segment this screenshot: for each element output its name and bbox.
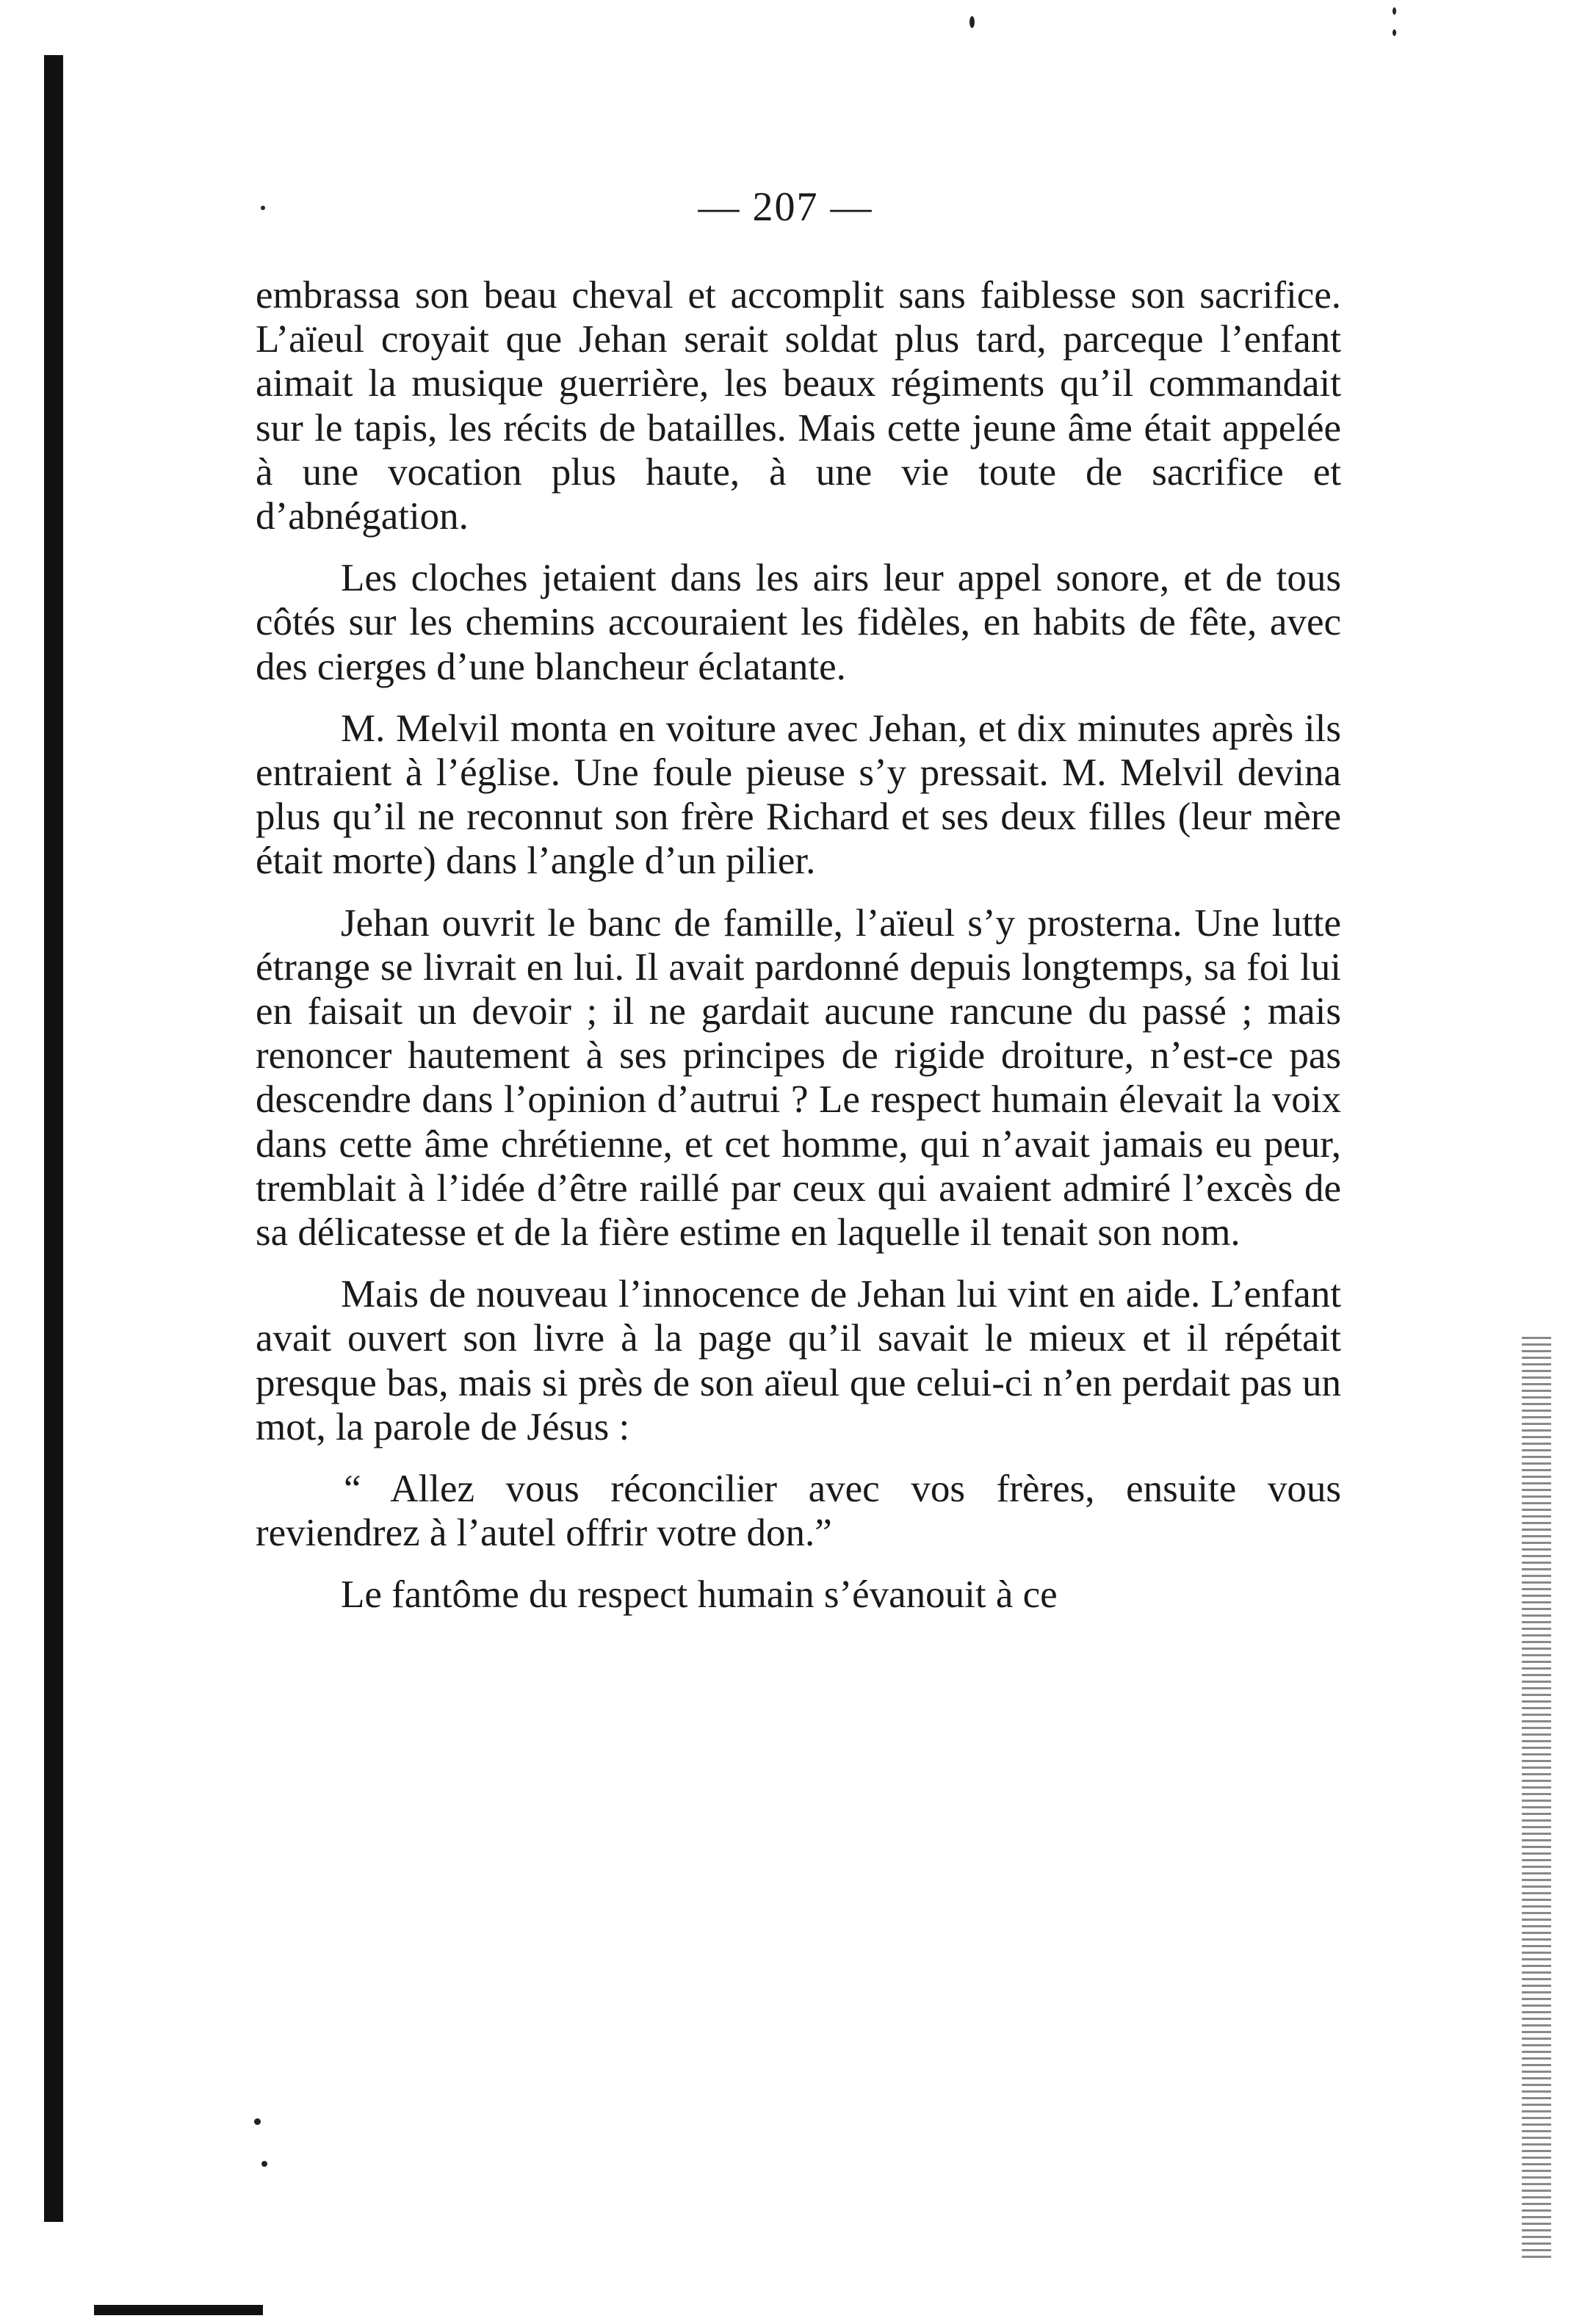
scan-speck xyxy=(261,2161,267,2167)
body-text xyxy=(256,273,1341,1617)
paragraph-2: Les cloches jetaient dans les airs leur appel sonore, et de tous côtés sur les chemins accouraient les fidèles, en habits de fête, avec des cierges d’une blancheur éclatante. xyxy=(256,557,1341,688)
scan-speck xyxy=(1393,29,1396,36)
scan-speck xyxy=(1393,7,1396,15)
paragraph-5: Mais de nouveau l’innocence de Jehan lui vint en aide. L’enfant avait ouvert son livre à la page qu’il savait le mieux et il répétait presque bas, mais si près de son aïeul que celui-ci n’en perdait pas un mot, la parole de Jésus : xyxy=(256,1273,1341,1448)
scan-speck xyxy=(254,2118,261,2125)
scan-speck xyxy=(969,16,975,28)
page-number: — 207 — xyxy=(698,184,873,230)
scan-edge-bottom xyxy=(94,2305,263,2315)
binding-shadow-left xyxy=(44,55,63,2222)
paragraph-4: Jehan ouvrit le banc de famille, l’aïeul s’y prosterna. Une lutte étrange se livrait en lui. Il avait pardonné depuis longtemps, sa foi lui en faisait un devoir ; il ne gardait aucune rancune du passé ; mais renoncer hautement à ses principes de rigide droiture, n’est-ce pas descendre dans l’opinion d’autrui ? Le respect humain élevait la voix dans cette âme chrétienne, et cet homme, qui n’avait jamais eu peur, tremblait à l’idée d’être raillé par ceux qui avaient admiré l’excès de sa délicatesse et de la fière estime en laquelle il tenait son nom. xyxy=(256,901,1341,1255)
paragraph-7: Le fantôme du respect humain s’évanouit à ce xyxy=(341,1573,1058,1617)
binding-edge-right xyxy=(1522,1337,1551,2262)
paragraph-1: embrassa son beau cheval et accomplit sans faiblesse son sacrifice. L’aïeul croyait que Jehan serait soldat plus tard, parceque l’enfant aimait la musique guerrière, les beaux régiments qu’il commandait sur le tapis, les récits de batailles. Mais cette jeune âme était appelée à une vocation plus haute, à une vie toute de sacrifice et d’abnégation. xyxy=(256,274,1341,538)
paragraph-3: M. Melvil monta en voiture avec Jehan, et dix minutes après ils entraient à l’église. Une foule pieuse s’y pressait. M. Melvil devina plus qu’il ne reconnut son frère Richard et ses deux filles (leur mère était morte) dans l’angle d’un pilier. xyxy=(256,707,1341,883)
quotation: “ Allez vous réconcilier avec vos frères, ensuite vous reviendrez à l’autel offrir votre don.” xyxy=(256,1468,1341,1555)
